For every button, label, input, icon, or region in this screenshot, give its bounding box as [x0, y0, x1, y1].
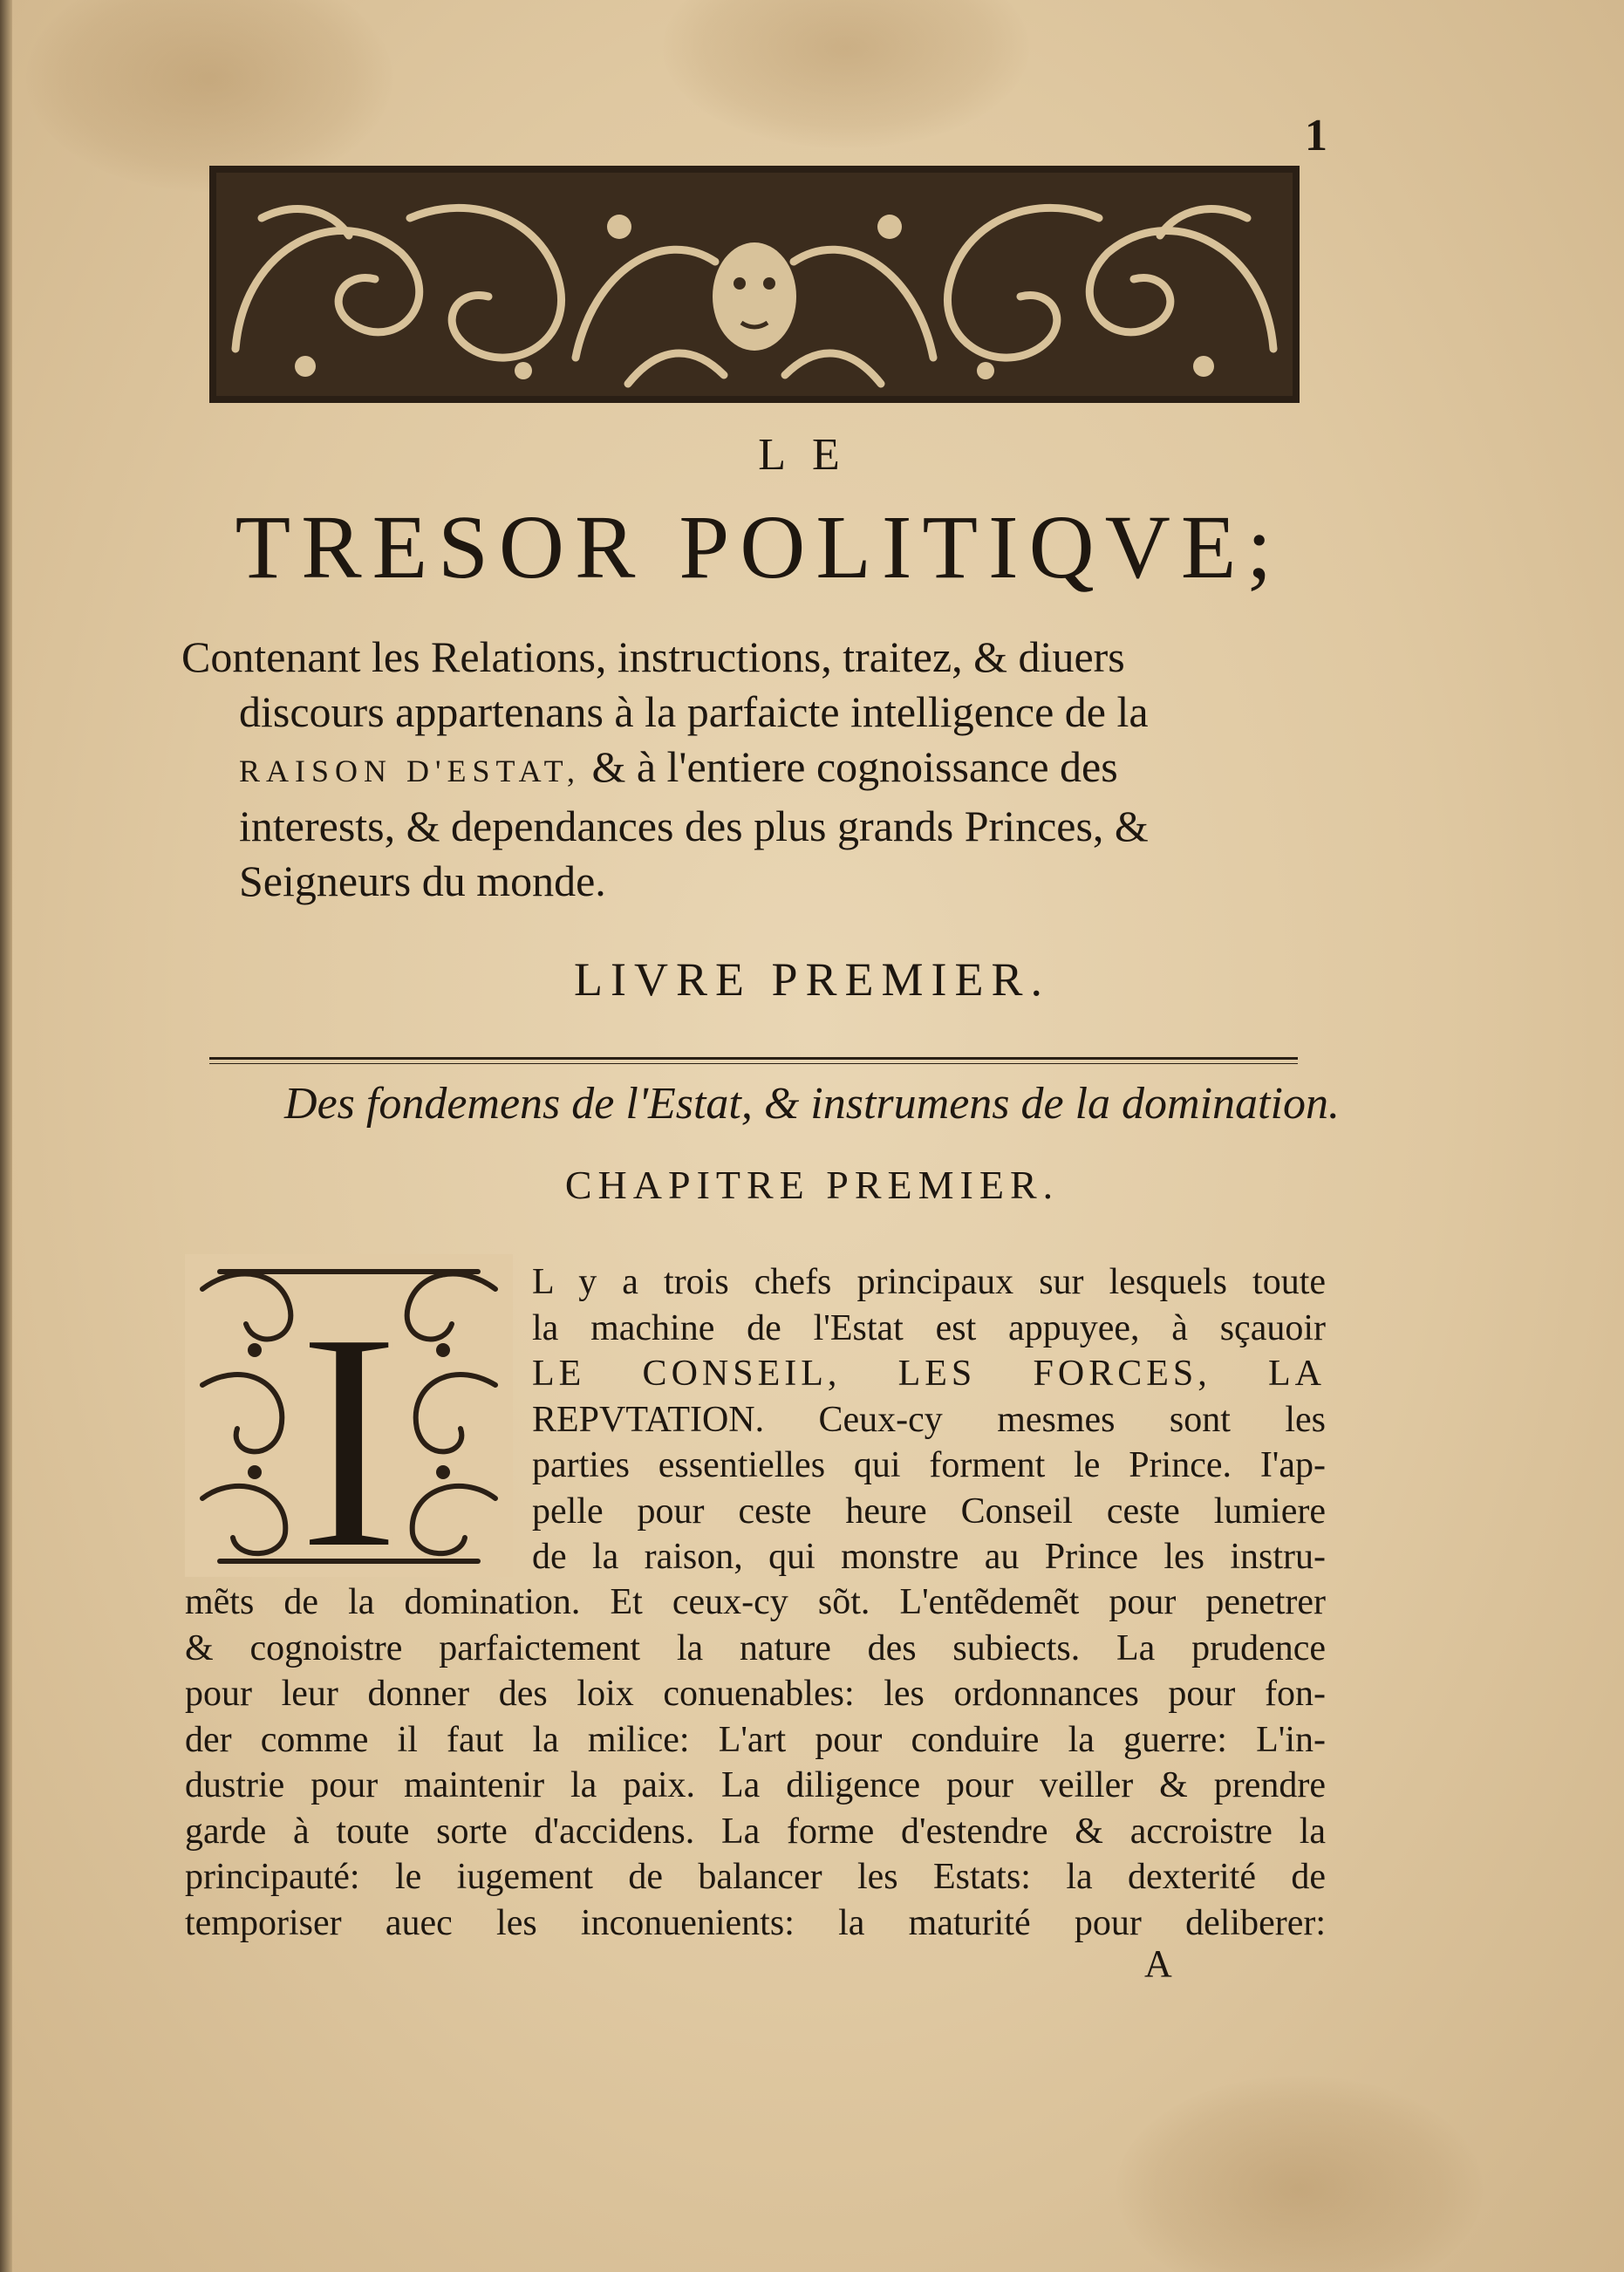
body-line: mẽts de la domination. Et ceux-cy sõt. L'entẽdemẽt pour penetrer: [185, 1582, 1326, 1622]
page-binding-edge: [0, 0, 12, 2272]
body-line: principauté: le iugement de balancer les Estats: la dexterité de: [185, 1857, 1326, 1897]
body-line: la machine de l'Estat est appuyee, à sçauoir: [532, 1307, 1326, 1348]
title-article: LE: [758, 430, 866, 480]
subtitle-line: [181, 740, 1324, 799]
section-heading: Des fondemens de l'Estat, & instrumens de la domination.: [284, 1079, 1340, 1129]
subtitle-line: interests, & dependances des plus grands Princes, &: [239, 802, 1149, 850]
body-line: REPVTATION. Ceux-cy mesmes sont les: [532, 1399, 1326, 1440]
body-line: pour leur donner des loix conuenables: les ordonnances pour fon-: [185, 1674, 1326, 1714]
book-title: TRESOR POLITIQVE;: [235, 497, 1283, 597]
body-line: parties essentielles qui forment le Prince. I'ap-: [532, 1445, 1326, 1485]
subtitle-block: [181, 630, 1324, 909]
body-line: dustrie pour maintenir la paix. La diligence pour veiller & prendre: [185, 1765, 1326, 1805]
chapter-heading: CHAPITRE PREMIER.: [564, 1163, 1060, 1207]
divider-rule: [209, 1057, 1298, 1060]
body-line: der comme il faut la milice: L'art pour conduire la guerre: L'in-: [185, 1719, 1326, 1760]
divider-rule: [209, 1063, 1298, 1064]
water-stain: [26, 0, 392, 192]
water-stain: [663, 0, 1029, 148]
body-line: temporiser auec les inconuenients: la maturité pour deliberer:: [185, 1902, 1326, 1943]
signature-mark: A: [1144, 1942, 1172, 1985]
subtitle-line: Seigneurs du monde.: [239, 856, 606, 905]
raison-d-estat-smallcaps: RAISON D'ESTAT,: [239, 754, 581, 788]
page-number: 1: [1305, 111, 1327, 160]
subtitle-line: discours appartenans à la parfaicte intelligence de la: [239, 687, 1149, 736]
water-stain: [1116, 2076, 1483, 2272]
body-paragraph-top: [532, 1259, 1326, 1580]
book-heading: LIVRE PREMIER.: [573, 953, 1050, 1006]
body-line: L y a trois chefs principaux sur lesquels toute: [532, 1262, 1326, 1302]
subtitle-line: Contenant les Relations, instructions, traitez, & diuers: [181, 632, 1125, 681]
body-line: LE CONSEIL, LES FORCES, LA: [532, 1354, 1326, 1394]
body-line: garde à toute sorte d'accidens. La forme d'estendre & accroistre la: [185, 1811, 1326, 1852]
body-line: de la raison, qui monstre au Prince les instru-: [532, 1537, 1326, 1577]
body-line: & cognoistre parfaictement la nature des subiects. La prudence: [185, 1627, 1326, 1668]
decorated-initial: [185, 1254, 513, 1577]
ornamental-headpiece: [209, 166, 1300, 403]
body-paragraph-full: [185, 1579, 1326, 1946]
drop-cap-letter: I: [297, 1266, 401, 1577]
subtitle-line-rest: & à l'entiere cognoissance des: [591, 742, 1118, 791]
body-line: pelle pour ceste heure Conseil ceste lumiere: [532, 1491, 1326, 1532]
